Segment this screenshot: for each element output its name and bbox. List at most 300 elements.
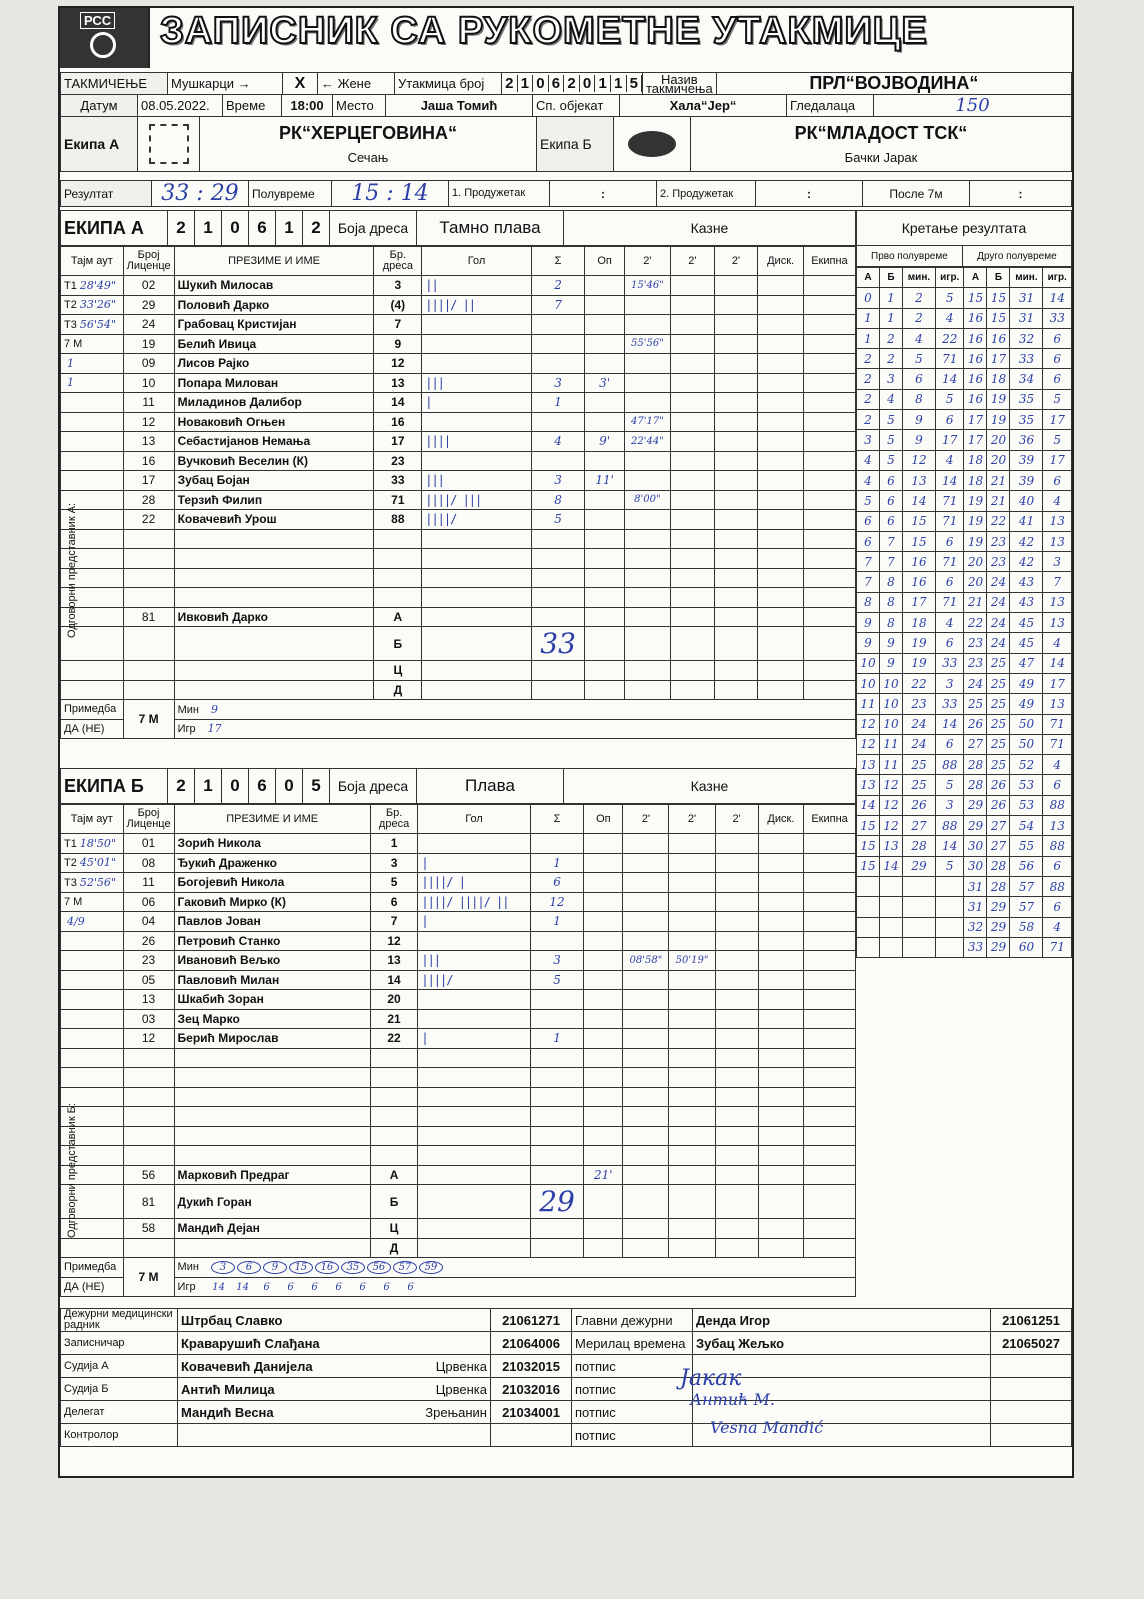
suspension-1 bbox=[623, 1087, 669, 1107]
official-role: Ц bbox=[370, 1219, 418, 1239]
player-row bbox=[61, 315, 856, 335]
player-name: Павлов Јован bbox=[174, 912, 370, 932]
footer-row bbox=[61, 1424, 1072, 1447]
team-b-code-5: 5 bbox=[303, 769, 330, 804]
half-score: 15 : 14 bbox=[332, 181, 449, 207]
team-cell bbox=[803, 568, 855, 588]
progress-cell: 8 bbox=[879, 592, 902, 612]
player-name bbox=[174, 1048, 370, 1068]
goal-tally: ||||/ || bbox=[422, 295, 532, 315]
progress-cell: 20 bbox=[964, 572, 987, 592]
progress-cell: 71 bbox=[935, 349, 964, 369]
progress-cell: 14 bbox=[1043, 653, 1072, 673]
official-penalty bbox=[624, 661, 670, 681]
warning-cell bbox=[584, 853, 623, 873]
goal-tally bbox=[422, 354, 532, 374]
license-cell: 12 bbox=[123, 412, 174, 432]
timeout-label: 7 М bbox=[64, 896, 83, 909]
player-row bbox=[61, 990, 856, 1010]
jersey-number bbox=[370, 1087, 418, 1107]
official-penalty bbox=[803, 661, 855, 681]
disq-cell bbox=[758, 1146, 803, 1166]
after7-value: : bbox=[970, 181, 1072, 207]
result-label: Резултат bbox=[61, 181, 152, 207]
team-cell bbox=[804, 1048, 856, 1068]
utakmica-digit: 2 bbox=[564, 75, 580, 92]
footer-name: Штрбац Славко bbox=[178, 1309, 405, 1332]
suspension-3 bbox=[715, 1126, 758, 1146]
progress-cell: 20 bbox=[964, 552, 987, 572]
progress-cell: 7 bbox=[1043, 572, 1072, 592]
team-cell bbox=[804, 970, 856, 990]
goal-tally bbox=[418, 834, 530, 854]
timeout-time: 52'56" bbox=[79, 875, 116, 889]
official-role: Д bbox=[374, 680, 422, 700]
progress-row bbox=[857, 410, 1072, 430]
team-total: 29 bbox=[530, 1185, 583, 1219]
progress-row bbox=[857, 349, 1072, 369]
progress-cell: 19 bbox=[902, 653, 935, 673]
progress-cell: 45 bbox=[1010, 633, 1043, 653]
team-total: 33 bbox=[531, 627, 585, 661]
progress-row bbox=[857, 288, 1072, 308]
progress-cell: 26 bbox=[964, 714, 987, 734]
footer-role-license bbox=[991, 1355, 1072, 1378]
license-cell: 11 bbox=[123, 393, 174, 413]
progress-cell: 19 bbox=[964, 531, 987, 551]
progress-cell: 11 bbox=[879, 755, 902, 775]
igr-label: Игр bbox=[177, 1280, 196, 1293]
progress-cell: 23 bbox=[987, 531, 1010, 551]
suspension-3 bbox=[715, 931, 758, 951]
disq-cell bbox=[758, 393, 804, 413]
progress-col-header: А bbox=[857, 268, 880, 288]
suspension-1 bbox=[623, 1068, 669, 1088]
official-goal bbox=[418, 1165, 530, 1185]
progress-cell: 3 bbox=[935, 673, 964, 693]
progress-row bbox=[857, 856, 1072, 876]
progress-cell: 20 bbox=[987, 450, 1010, 470]
progress-cell: 71 bbox=[1043, 937, 1072, 957]
timeout-label: Т3 bbox=[64, 318, 77, 331]
warning-cell bbox=[585, 354, 624, 374]
suspension-1 bbox=[623, 931, 669, 951]
jersey-number bbox=[370, 1146, 418, 1166]
suspension-3 bbox=[714, 393, 758, 413]
official-penalty bbox=[758, 1185, 803, 1219]
team-a-code-0: 2 bbox=[168, 211, 195, 246]
progress-cell: 31 bbox=[964, 897, 987, 917]
ekipa-a-name: РК“ХЕРЦЕГОВИНА“ bbox=[278, 123, 458, 143]
progress-cell: 17 bbox=[1043, 410, 1072, 430]
progress-row bbox=[857, 755, 1072, 775]
goal-sum: 12 bbox=[530, 892, 583, 912]
suspension-1 bbox=[623, 1048, 669, 1068]
progress-cell: 30 bbox=[964, 856, 987, 876]
suspension-3 bbox=[715, 1009, 758, 1029]
official-penalty bbox=[758, 627, 804, 661]
official-penalty bbox=[715, 1219, 758, 1239]
license-cell: 05 bbox=[123, 970, 174, 990]
utakmica-label: Утакмица број bbox=[395, 73, 502, 95]
player-row bbox=[61, 1146, 856, 1166]
goal-sum: 3 bbox=[531, 471, 585, 491]
timeout-time: 18'50" bbox=[79, 836, 116, 850]
footer-name: Краварушић Слађана bbox=[178, 1332, 405, 1355]
goal-tally bbox=[422, 451, 532, 471]
warning-cell bbox=[584, 892, 623, 912]
progress-cell: 71 bbox=[1043, 734, 1072, 754]
progress-cell bbox=[879, 917, 902, 937]
progress-cell: 6 bbox=[1043, 328, 1072, 348]
license-cell: 16 bbox=[123, 451, 174, 471]
col-header: Број Лиценце bbox=[123, 247, 174, 276]
warning-cell bbox=[584, 1068, 623, 1088]
primedba-row bbox=[61, 1277, 856, 1297]
progress-cell: 50 bbox=[1010, 734, 1043, 754]
progress-h2: Друго полувреме bbox=[962, 246, 1071, 267]
progress-row bbox=[857, 633, 1072, 653]
footer-license bbox=[491, 1424, 572, 1447]
progress-cell: 2 bbox=[857, 410, 880, 430]
objekat-value: Хала“Јер“ bbox=[620, 95, 787, 117]
official-penalty bbox=[758, 1219, 803, 1239]
progress-cell: 23 bbox=[964, 653, 987, 673]
official-name bbox=[174, 627, 374, 661]
progress-cell: 1 bbox=[857, 328, 880, 348]
mesto-label: Место bbox=[333, 95, 386, 117]
suspension-3 bbox=[715, 1146, 758, 1166]
suspension-1: 15'46" bbox=[624, 276, 670, 296]
jersey-number: 12 bbox=[370, 931, 418, 951]
disq-cell bbox=[758, 931, 803, 951]
warning-cell bbox=[585, 490, 624, 510]
timeout-cell bbox=[61, 1029, 124, 1049]
handball-icon bbox=[90, 32, 116, 58]
jersey-number: 71 bbox=[374, 490, 422, 510]
ekipa-a-cell bbox=[200, 117, 537, 172]
col-header: Гол bbox=[418, 805, 530, 834]
official-penalty bbox=[804, 1238, 856, 1258]
player-row bbox=[61, 970, 856, 990]
igr-value: 14 bbox=[212, 1281, 225, 1293]
sevenm-min-cell bbox=[174, 700, 855, 720]
timeout-cell bbox=[61, 373, 124, 393]
utakmica-digit: 0 bbox=[580, 75, 596, 92]
team-cell bbox=[804, 834, 856, 854]
half-label: Полувреме bbox=[249, 181, 332, 207]
naziv-value: ПРЛ“ВОЈВОДИНА“ bbox=[716, 73, 1071, 95]
ot1-label: 1. Продужетак bbox=[449, 181, 550, 207]
progress-cell: 17 bbox=[964, 430, 987, 450]
team-b-label: ЕКИПА Б bbox=[61, 769, 168, 804]
jersey-number: 13 bbox=[374, 373, 422, 393]
progress-cell: 35 bbox=[1010, 389, 1043, 409]
progress-cell: 2 bbox=[902, 308, 935, 328]
progress-col-header: мин. bbox=[902, 268, 935, 288]
official-goal bbox=[422, 607, 532, 627]
progress-cell: 14 bbox=[935, 369, 964, 389]
progress-cell: 27 bbox=[902, 816, 935, 836]
disq-cell bbox=[758, 873, 803, 893]
progress-cell: 25 bbox=[987, 653, 1010, 673]
progress-cell: 6 bbox=[935, 572, 964, 592]
jersey-number: 23 bbox=[374, 451, 422, 471]
progress-cell: 40 bbox=[1010, 491, 1043, 511]
jersey-number: 22 bbox=[370, 1029, 418, 1049]
player-name bbox=[174, 1126, 370, 1146]
official-spacer bbox=[61, 1238, 124, 1258]
timeout-cell bbox=[61, 432, 124, 452]
team-a-code-1: 1 bbox=[195, 211, 222, 246]
progress-cell: 28 bbox=[964, 755, 987, 775]
suspension-1 bbox=[623, 853, 669, 873]
progress-cell: 7 bbox=[879, 531, 902, 551]
progress-cell: 12 bbox=[857, 734, 880, 754]
suspension-2 bbox=[669, 1029, 715, 1049]
min-value: 6 bbox=[237, 1261, 261, 1274]
player-row bbox=[61, 1107, 856, 1127]
warning-cell bbox=[584, 834, 623, 854]
warning-cell bbox=[585, 276, 624, 296]
footer-city: Црвенка bbox=[404, 1378, 491, 1401]
progress-cell: 3 bbox=[1043, 552, 1072, 572]
disq-cell bbox=[758, 529, 804, 549]
team-cell bbox=[804, 990, 856, 1010]
goal-sum bbox=[530, 834, 583, 854]
official-warning bbox=[584, 1185, 623, 1219]
goal-tally bbox=[418, 1087, 530, 1107]
suspension-2 bbox=[669, 1048, 715, 1068]
team-a-code-5: 2 bbox=[303, 211, 330, 246]
progress-cell: 5 bbox=[935, 389, 964, 409]
disq-cell bbox=[758, 510, 804, 530]
team-a-dres-label: Боја дреса bbox=[330, 211, 417, 246]
license-cell bbox=[123, 1048, 174, 1068]
official-role: Д bbox=[370, 1238, 418, 1258]
warning-cell bbox=[584, 1126, 623, 1146]
warning-cell bbox=[585, 393, 624, 413]
jersey-number: 7 bbox=[374, 315, 422, 335]
license-cell bbox=[123, 588, 174, 608]
goal-sum bbox=[530, 1126, 583, 1146]
datum-label: Датум bbox=[61, 95, 138, 117]
progress-cell: 26 bbox=[902, 795, 935, 815]
suspension-2 bbox=[669, 1087, 715, 1107]
official-role: Б bbox=[374, 627, 422, 661]
progress-cell: 9 bbox=[902, 410, 935, 430]
progress-cell: 1 bbox=[879, 308, 902, 328]
igr-label: Игр bbox=[177, 723, 196, 736]
official-goal bbox=[422, 661, 532, 681]
goal-tally: ||||/ | bbox=[418, 873, 530, 893]
suspension-2 bbox=[671, 490, 715, 510]
disq-cell bbox=[758, 334, 804, 354]
disq-cell bbox=[758, 549, 804, 569]
goal-sum bbox=[531, 412, 585, 432]
progress-cell: 12 bbox=[857, 714, 880, 734]
progress-cell: 23 bbox=[987, 552, 1010, 572]
jersey-number: 14 bbox=[370, 970, 418, 990]
progress-cell: 14 bbox=[935, 470, 964, 490]
col-header: Оп bbox=[584, 805, 623, 834]
goal-sum bbox=[530, 1068, 583, 1088]
license-cell: 26 bbox=[123, 931, 174, 951]
sevenm-igr-cell bbox=[174, 719, 855, 739]
team-total bbox=[531, 607, 585, 627]
progress-cell: 28 bbox=[987, 876, 1010, 896]
goal-sum bbox=[530, 931, 583, 951]
progress-cell: 24 bbox=[987, 592, 1010, 612]
player-name bbox=[174, 568, 374, 588]
timeout-time: 45'01" bbox=[79, 856, 116, 870]
suspension-1: 55'56" bbox=[624, 334, 670, 354]
suspension-2 bbox=[671, 471, 715, 491]
progress-cell: 14 bbox=[1043, 288, 1072, 308]
jersey-number bbox=[374, 529, 422, 549]
progress-cell: 12 bbox=[879, 816, 902, 836]
col-header: Бр. дреса bbox=[374, 247, 422, 276]
player-row bbox=[61, 1009, 856, 1029]
player-row bbox=[61, 1126, 856, 1146]
footer-label: Дежурни медицински радник bbox=[61, 1309, 178, 1332]
progress-cell: 19 bbox=[987, 410, 1010, 430]
timeout-cell bbox=[61, 412, 124, 432]
progress-cell: 14 bbox=[879, 856, 902, 876]
progress-cell: 24 bbox=[964, 673, 987, 693]
footer-role: Главни дежурни bbox=[572, 1309, 693, 1332]
progress-cell: 39 bbox=[1010, 470, 1043, 490]
timeout-cell bbox=[61, 295, 124, 315]
progress-cell: 6 bbox=[935, 410, 964, 430]
official-penalty bbox=[623, 1238, 669, 1258]
warning-cell bbox=[584, 1087, 623, 1107]
jersey-number: 3 bbox=[370, 853, 418, 873]
progress-cell: 34 bbox=[1010, 369, 1043, 389]
suspension-1 bbox=[623, 1126, 669, 1146]
progress-cell: 4 bbox=[935, 613, 964, 633]
goal-sum: 3 bbox=[531, 373, 585, 393]
suspension-1 bbox=[623, 892, 669, 912]
sevenm-min-cell bbox=[174, 1258, 855, 1278]
suspension-1 bbox=[624, 510, 670, 530]
progress-cell: 9 bbox=[857, 633, 880, 653]
official-license bbox=[123, 680, 174, 700]
sevenm-igr-cell bbox=[174, 1277, 855, 1297]
license-cell: 06 bbox=[123, 892, 174, 912]
player-row bbox=[61, 432, 856, 452]
official-penalty bbox=[804, 1219, 856, 1239]
player-row bbox=[61, 568, 856, 588]
result-score: 33 : 29 bbox=[152, 181, 249, 207]
official-goal bbox=[418, 1238, 530, 1258]
suspension-2 bbox=[669, 1068, 715, 1088]
official-penalty bbox=[624, 607, 670, 627]
col-header: ПРЕЗИМЕ И ИМЕ bbox=[174, 805, 370, 834]
suspension-1 bbox=[623, 1009, 669, 1029]
team-cell bbox=[803, 295, 855, 315]
progress-cell: 8 bbox=[857, 592, 880, 612]
progress-cell: 57 bbox=[1010, 876, 1043, 896]
team-cell bbox=[804, 892, 856, 912]
timeout-time: 1 bbox=[67, 376, 74, 390]
progress-cell: 25 bbox=[987, 673, 1010, 693]
progress-cell: 15 bbox=[987, 288, 1010, 308]
progress-cell: 25 bbox=[987, 734, 1010, 754]
license-cell bbox=[123, 1146, 174, 1166]
official-penalty bbox=[715, 1185, 758, 1219]
ekipa-a-label: Екипа А bbox=[61, 117, 138, 172]
progress-cell: 88 bbox=[1043, 876, 1072, 896]
official-penalty bbox=[715, 1165, 758, 1185]
player-name bbox=[174, 549, 374, 569]
footer-city bbox=[404, 1424, 491, 1447]
license-cell bbox=[123, 568, 174, 588]
progress-col-header: игр. bbox=[1043, 268, 1072, 288]
official-penalty bbox=[669, 1238, 715, 1258]
official-role: А bbox=[374, 607, 422, 627]
license-cell: 03 bbox=[123, 1009, 174, 1029]
suspension-1 bbox=[623, 1107, 669, 1127]
team-cell bbox=[803, 373, 855, 393]
col-header: 2' bbox=[715, 805, 758, 834]
progress-cell: 31 bbox=[964, 876, 987, 896]
progress-cell: 56 bbox=[1010, 856, 1043, 876]
progress-cell: 1 bbox=[879, 288, 902, 308]
warning-cell bbox=[585, 549, 624, 569]
progress-col-header: мин. bbox=[1010, 268, 1043, 288]
disq-cell bbox=[758, 970, 803, 990]
suspension-1 bbox=[624, 471, 670, 491]
igr-value: 6 bbox=[287, 1281, 294, 1293]
official-row bbox=[61, 1165, 856, 1185]
official-penalty bbox=[624, 680, 670, 700]
progress-cell: 30 bbox=[964, 836, 987, 856]
goal-tally bbox=[422, 315, 532, 335]
timeout-cell bbox=[61, 1048, 124, 1068]
official-row bbox=[61, 1219, 856, 1239]
disq-cell bbox=[758, 451, 804, 471]
igr-value: 17 bbox=[207, 722, 222, 736]
progress-cell: 2 bbox=[879, 328, 902, 348]
license-cell: 28 bbox=[123, 490, 174, 510]
utakmica-digit: 6 bbox=[549, 75, 565, 92]
col-header: Екипна bbox=[804, 805, 856, 834]
suspension-3 bbox=[715, 853, 758, 873]
goal-sum bbox=[530, 1107, 583, 1127]
progress-col-header: Б bbox=[879, 268, 902, 288]
license-cell bbox=[123, 1107, 174, 1127]
suspension-2 bbox=[669, 1126, 715, 1146]
gledalaca-value: 150 bbox=[874, 95, 1072, 117]
team-cell bbox=[803, 471, 855, 491]
min-value: 57 bbox=[393, 1261, 417, 1274]
disq-cell bbox=[758, 1029, 803, 1049]
progress-cell: 1 bbox=[857, 308, 880, 328]
progress-cell: 10 bbox=[857, 673, 880, 693]
suspension-3 bbox=[715, 1029, 758, 1049]
official-name: Ивковић Дарко bbox=[174, 607, 374, 627]
min-value: 9 bbox=[263, 1261, 287, 1274]
progress-cell: 88 bbox=[935, 755, 964, 775]
progress-row bbox=[857, 937, 1072, 957]
suspension-2 bbox=[669, 1107, 715, 1127]
progress-cell: 3 bbox=[879, 369, 902, 389]
goal-sum: 3 bbox=[530, 951, 583, 971]
official-role: Б bbox=[370, 1185, 418, 1219]
suspension-2 bbox=[669, 853, 715, 873]
progress-cell: 12 bbox=[879, 775, 902, 795]
